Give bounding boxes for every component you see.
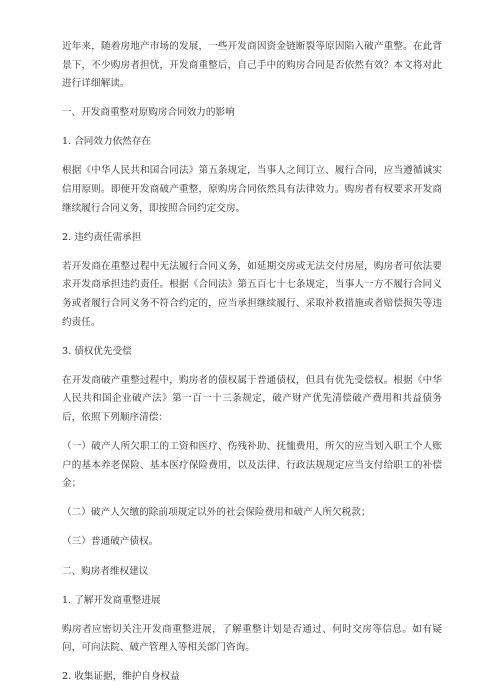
- section-1-item-1-paragraph: 根据《中华人民共和国合同法》第五条规定，当事人之间订立、履行合同，应当遵循诚实信用原则。即便开发商破产重整，原购房合同依然具有法律效力。购房者有权要求开发商继续履行合同义务，即按照合同约定交房。: [62, 165, 442, 214]
- document-body: [62, 38, 442, 698]
- section-1-item-3-heading: 3. 债权优先受偿: [62, 345, 132, 357]
- section-2-item-2-heading: 2. 收集证据，维护自身权益: [62, 671, 180, 683]
- priority-list-item-2: （二）破产人欠缴的除前项规定以外的社会保险费用和破产人所欠税款；: [62, 507, 371, 519]
- section-1-item-2-paragraph: 若开发商在重整过程中无法履行合同义务，如延期交房或无法交付房屋，购房者可依法要求开发商承担违约责任。根据《合同法》第五百七十七条规定，当事人一方不履行合同义务或者履行合同义务不符合约定的，应当承担继续履行、采取补救措施或者赔偿损失等违约责任。: [62, 260, 442, 328]
- priority-list-item-1: （一）破产人所欠职工的工资和医疗、伤残补助、抚恤费用，所欠的应当划入职工个人账户的基本养老保险、基本医疗保险费用，以及法律、行政法规规定应当支付给职工的补偿金；: [62, 441, 442, 490]
- section-1-item-1-heading: 1. 合同效力依然存在: [62, 136, 151, 148]
- section-1-heading: 一、开发商重整对原购房合同效力的影响: [62, 107, 235, 119]
- section-2-item-1-paragraph: 购房者应密切关注开发商重整进展，了解重整计划是否通过、何时交房等信息。如有疑问，可向法院、破产管理人等相关部门咨询。: [62, 623, 442, 654]
- section-1-item-2-heading: 2. 违约责任需承担: [62, 231, 142, 243]
- section-1-item-3-paragraph: 在开发商破产重整过程中，购房者的债权属于普通债权，但具有优先受偿权。根据《中华人民共和国企业破产法》第一百一十三条规定，破产财产优先清偿破产费用和共益债务后，依照下列顺序清偿：: [62, 374, 442, 423]
- section-2-heading: 二、购房者维权建议: [62, 565, 149, 577]
- intro-paragraph: 近年来，随着房地产市场的发展，一些开发商因资金链断裂等原因陷入破产重整。在此背景下，不少购房者担忧，开发商重整后，自己手中的购房合同是否依然有效？本文将对此进行详细解读。: [62, 41, 442, 90]
- section-2-item-1-heading: 1. 了解开发商重整进展: [62, 594, 161, 606]
- priority-list-item-3: （三）普通破产债权。: [62, 536, 159, 548]
